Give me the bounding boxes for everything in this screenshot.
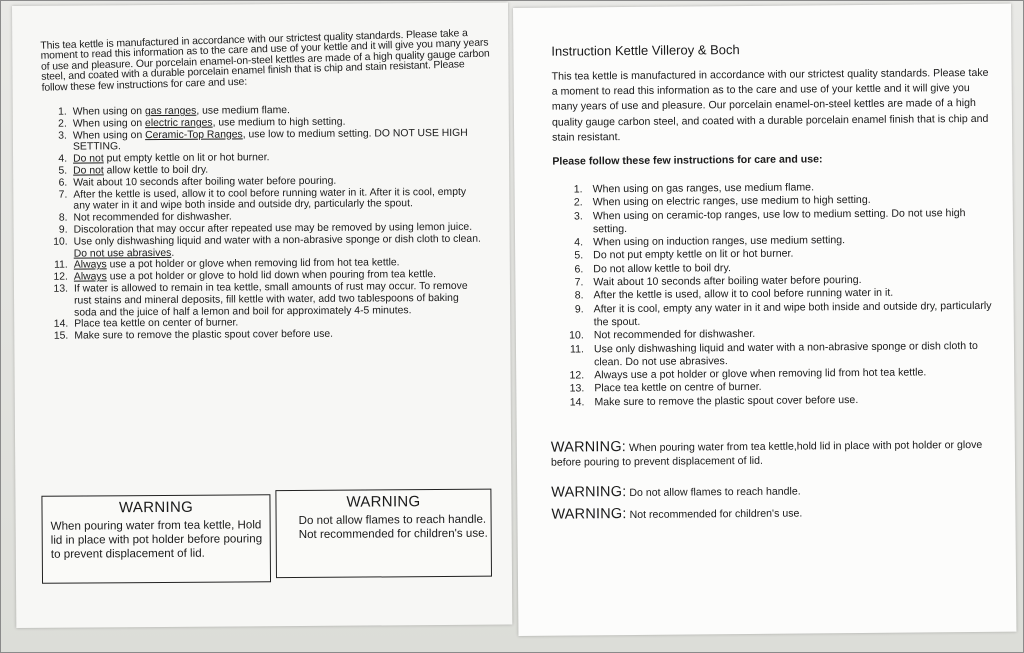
warning-box-lid	[41, 494, 271, 584]
list-item: 4. When using on induction ranges, use medium setting.	[574, 234, 846, 249]
list-item: 4. Do not put empty kettle on lit or hot burner.	[58, 152, 270, 165]
warning-heading: WARNING	[118, 498, 194, 517]
list-item: 15. Make sure to remove the plastic spout cover before use.	[53, 328, 334, 342]
list-item: 1. When using on gas ranges, use medium flame.	[573, 181, 815, 196]
warning-box-flames	[275, 489, 492, 579]
list-item: 11. Always use a pot holder or glove when removing lid from hot tea kettle.	[54, 257, 400, 272]
list-item: 5. Do not put empty kettle on lit or hot burner.	[574, 248, 794, 262]
list-item: 2. When using on electric ranges, use medium to high setting.	[58, 116, 346, 130]
list-item: 12. Always use a pot holder or glove when removing lid from hot tea kettle.	[569, 366, 927, 382]
list-item: 12. Always use a pot holder or glove to hold lid down when pouring from tea kettle.	[53, 269, 437, 283]
list-item: 7. After the kettle is used, allow it to cool before running water in it. After it is cool, empty any water in it and wipe both inside and outside dry, particularly the spout.	[58, 186, 467, 212]
list-item: 9. Discoloration that may occur after repeated use may be removed by using lemon juice.	[58, 221, 473, 236]
list-item: 10. Use only dishwashing liquid and water with a non-abrasive sponge or dish cloth to clean. Do not use abrasives.	[53, 233, 481, 260]
list-item: 14. Make sure to remove the plastic spout cover before use.	[569, 393, 859, 409]
list-item: 14. Place tea kettle on center of burner.	[53, 317, 239, 331]
warning-lid: WARNING: When pouring water from tea kettle,hold lid in place with pot holder or glove before pouring to prevent displacement of lid.	[550, 438, 983, 469]
list-item: 3. When using on ceramic-top ranges, use low to medium setting. Do not use high setting.	[573, 206, 966, 236]
list-item: 6. Wait about 10 seconds after boiling water before pouring.	[58, 175, 337, 189]
right-instruction-sheet	[513, 4, 1016, 636]
left-intro-paragraph: This tea kettle is manufactured in accordance with our strictest quality standards. Please take a moment to read this information as to the care and use of your kettle and it will give you many years of use and pleasure. Our porcelain enamel-on-steel kettles are made of a high quality gauge carbon steel, and coated with a durable porcelain enamel finish that is chip and stain resistant. Please follow these few instructions for care and use:	[40, 28, 490, 94]
list-item: 7. Wait about 10 seconds after boiling water before pouring.	[574, 274, 862, 289]
list-item: 3. When using on Ceramic-Top Ranges, use low to medium setting. DO NOT USE HIGH SETTING.	[58, 127, 468, 153]
left-instruction-list	[43, 104, 485, 343]
left-instruction-sheet	[12, 3, 512, 628]
list-item: 9. After it is cool, empty any water in it and wipe both inside and outside dry, particularly the spout.	[574, 299, 992, 329]
right-instruction-list	[553, 180, 995, 410]
list-item: 13. Place tea kettle on centre of burner.	[569, 381, 762, 395]
sheet-title: Instruction Kettle Villeroy & Boch	[551, 42, 740, 59]
list-item: 10. Not recommended for dishwasher.	[569, 328, 756, 342]
warning-body: Do not allow flames to reach handle. Not recommended for children's use.	[298, 512, 488, 542]
right-intro-paragraph: This tea kettle is manufactured in accordance with our strictest quality standards. Please take a moment to read this information as to the care and use of your kettle and it will give you many years of use and pleasure. Our porcelain enamel-on-steel kettles are made of a high quality gauge carbon steel, and coated with a durable porcelain enamel finish that is chip and stain resistant.	[551, 66, 989, 144]
list-item: 11. Use only dishwashing liquid and water with a non-abrasive sponge or dish cloth to clean. Do not use abrasives.	[569, 339, 978, 369]
instructions-subheading: Please follow these few instructions for care and use:	[552, 153, 823, 168]
list-item: 1. When using on gas ranges, use medium flame.	[58, 105, 290, 118]
warning-children: WARNING: Not recommended for children's use.	[551, 506, 803, 523]
list-item: 13. If water is allowed to remain in tea kettle, small amounts of rust may occur. To remove rust stains and mineral deposits, fill kettle with water, add two tablespoons of baking soda and the juice of half a lemon and boil for approximately 4-5 minutes.	[53, 280, 468, 319]
warning-flames: WARNING: Do not allow flames to reach handle.	[551, 484, 801, 501]
list-item: 8. Not recommended for dishwasher.	[58, 211, 232, 224]
list-item: 8. After the kettle is used, allow it to cool before running water in it.	[574, 287, 894, 302]
list-item: 6. Do not allow kettle to boil dry.	[574, 261, 731, 276]
warning-heading: WARNING	[346, 493, 421, 511]
list-item: 5. Do not allow kettle to boil dry.	[58, 164, 209, 177]
list-item: 2. When using on electric ranges, use medium to high setting.	[573, 194, 871, 209]
warning-body: When pouring water from tea kettle, Hold lid in place with pot holder before pouring to prevent displacement of lid.	[50, 518, 263, 561]
